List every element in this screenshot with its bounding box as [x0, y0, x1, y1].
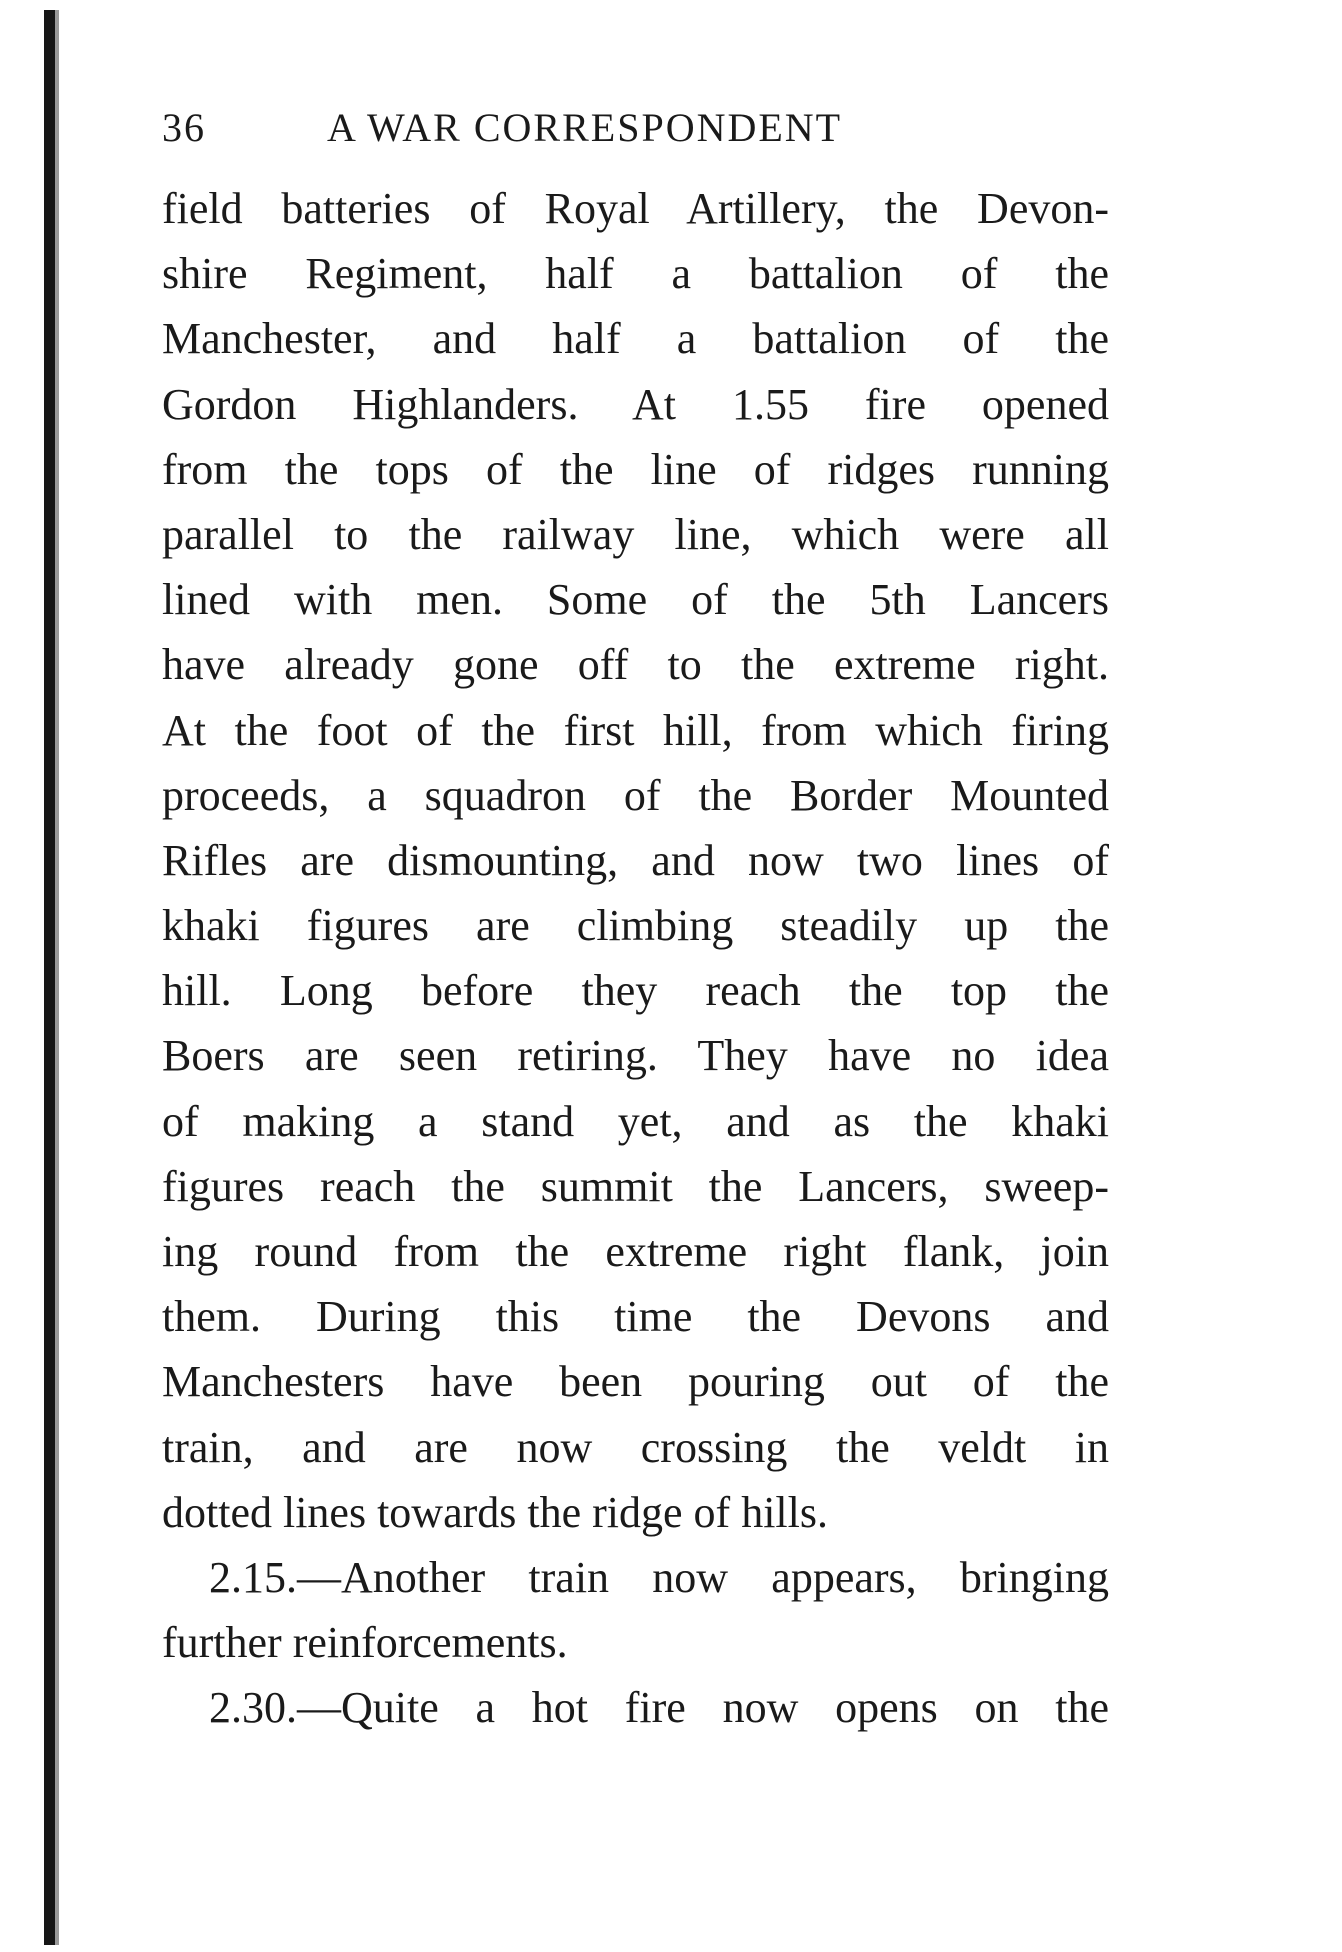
text-line: Rifles are dismounting, and now two lines of	[162, 835, 1109, 885]
text-line: train, and are now crossing the veldt in	[162, 1422, 1109, 1472]
text-line: At the foot of the first hill, from which firing	[162, 705, 1109, 755]
page-binding-edge	[44, 10, 55, 1945]
text-line: further reinforcements.	[162, 1618, 568, 1668]
text-line: figures reach the summit the Lancers, sweep-	[162, 1161, 1109, 1211]
page-binding-shadow	[55, 10, 59, 1945]
text-line: dotted lines towards the ridge of hills.	[162, 1487, 828, 1537]
text-line: 2.15.—Another train now appears, bringing	[209, 1552, 1109, 1602]
text-line: field batteries of Royal Artillery, the Devon-	[162, 184, 1109, 233]
text-line: Manchester, and half a battalion of the	[162, 314, 1109, 364]
page-number: 36	[162, 105, 206, 150]
body-text	[162, 176, 1109, 1741]
running-title: A WAR CORRESPONDENT	[327, 105, 843, 150]
text-line: ing round from the extreme right flank, join	[162, 1227, 1109, 1276]
text-line: khaki figures are climbing steadily up the	[162, 901, 1109, 951]
text-line: have already gone off to the extreme right.	[162, 640, 1109, 690]
text-line: Manchesters have been pouring out of the	[162, 1357, 1109, 1407]
text-line: Gordon Highlanders. At 1.55 fire opened	[162, 379, 1109, 429]
text-line: them. During this time the Devons and	[162, 1292, 1109, 1342]
running-header	[162, 104, 1112, 154]
text-line: of making a stand yet, and as the khaki	[162, 1096, 1109, 1146]
text-line: from the tops of the line of ridges running	[162, 444, 1109, 494]
text-line: parallel to the railway line, which were all	[162, 509, 1109, 559]
text-line: shire Regiment, half a battalion of the	[162, 249, 1109, 299]
text-line: hill. Long before they reach the top the	[162, 966, 1109, 1016]
text-line: 2.30.—Quite a hot fire now opens on the	[209, 1683, 1109, 1733]
text-line: Boers are seen retiring. They have no idea	[162, 1031, 1109, 1081]
text-line: proceeds, a squadron of the Border Mounted	[162, 770, 1109, 820]
text-line: lined with men. Some of the 5th Lancers	[162, 575, 1109, 625]
